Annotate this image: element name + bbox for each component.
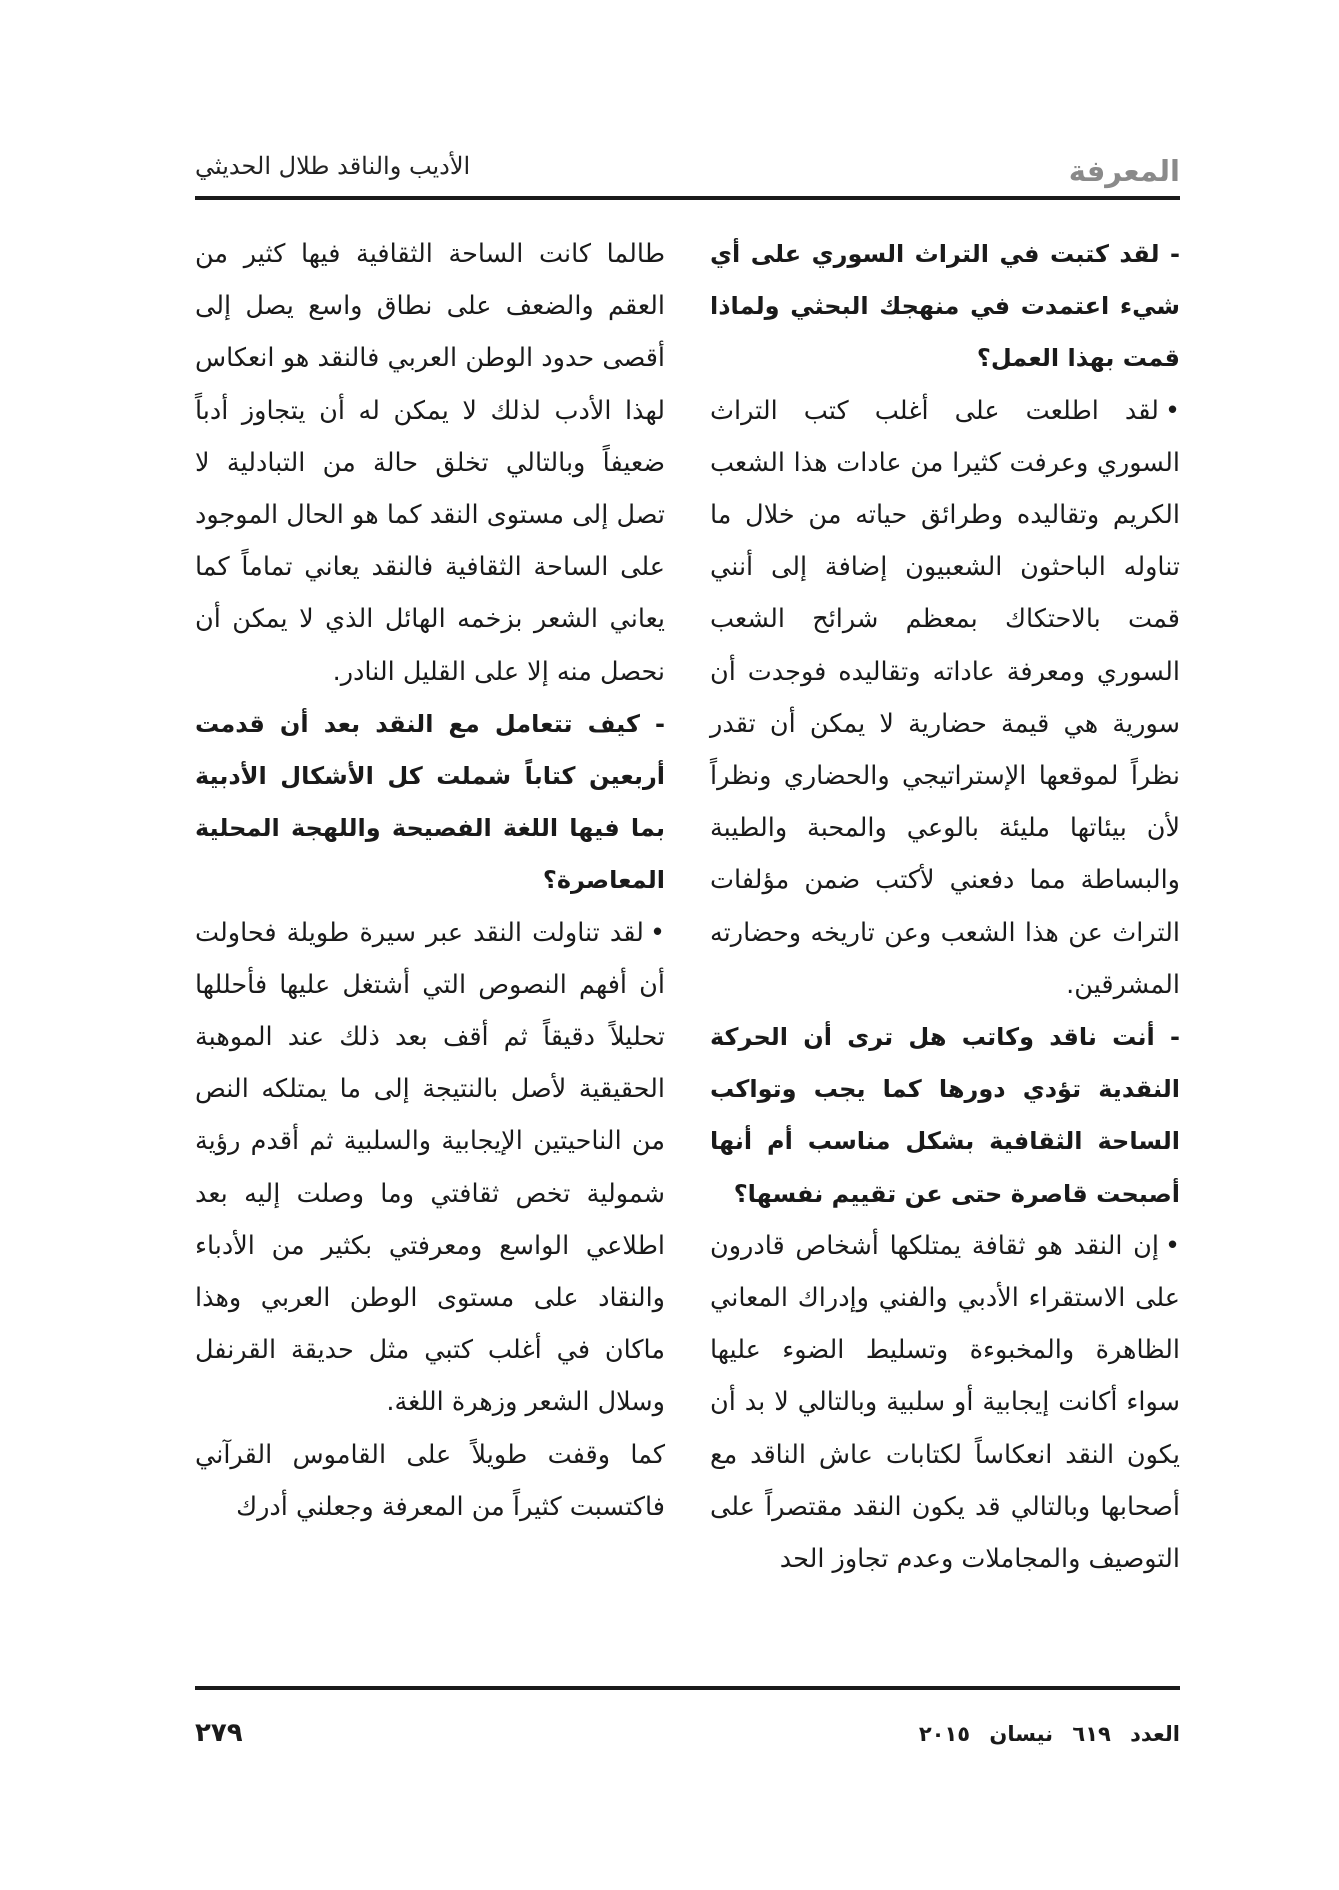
header-rule [195,196,1180,200]
answer-paragraph [195,907,665,1429]
bullet-icon: • [649,917,665,948]
answer-text: إن النقد هو ثقافة يمتلكها أشخاص قادرون على الاستقراء الأدبي والفني وإدراك المعاني الظاهرة والمخبوءة وتسليط الضوء عليها سواء أكانت إيجابية أو سلبية وبالتالي لا بد أن يكون النقد انعكاساً لكتابات عاش الناقد مع أصحابها وبالتالي قد يكون النقد مقتصراً على التوصيف والمجاملات وعدم تجاوز الحد [710,1230,1180,1575]
text-paragraph [195,1429,665,1533]
answer-text: لقد تناولت النقد عبر سيرة طويلة فحاولت أن أفهم النصوص التي أشتغل عليها فأحللها تحليلاً دقيقاً ثم أقف بعد ذلك عند الموهبة الحقيقية لأصل بالنتيجة إلى ما يمتلكه النص من الناحيتين الإيجابية والسلبية ثم أقدم رؤية شمولية تخص ثقافتي وما وصلت إليه بعد اطلاعي الواسع ومعرفتي بكثير من الأدباء والنقاد على مستوى الوطن العربي وهذا ماكان في أغلب كتبي مثل حديقة القرنفل وسلال الشعر وزهرة اللغة. [195,917,665,1418]
question-text: - كيف تتعامل مع النقد بعد أن قدمت أربعين كتاباً شملت كل الأشكال الأدبية بما فيها اللغة الفصيحة واللهجة المحلية المعاصرة؟ [195,709,665,895]
bullet-icon: • [1164,1230,1180,1261]
footer-rule [195,1686,1180,1690]
answer-text: لقد اطلعت على أغلب كتب التراث السوري وعرفت كثيرا من عادات هذا الشعب الكريم وتقاليده وطرائق حياته من خلال ما تناوله الباحثون الشعبيون إضافة إلى أنني قمت بالاحتكاك بمعظم شرائح الشعب السوري ومعرفة عاداته وتقاليده فوجدت أن سورية هي قيمة حضارية لا يمكن أن تقدر نظراً لموقعها الإستراتيجي والحضاري ونظراً لأن بيئاتها مليئة بالوعي والمحبة والطيبة والبساطة مما دفعني لأكتب ضمن مؤلفات التراث عن هذا الشعب وعن تاريخه وحضارته المشرقين. [710,395,1180,1000]
paragraph-text: طالما كانت الساحة الثقافية فيها كثير من العقم والضعف على نطاق واسع يصل إلى أقصى حدود الوطن العربي فالنقد هو انعكاس لهذا الأدب لذلك لا يمكن له أن يتجاوز أدباً ضعيفاً وبالتالي تخلق حالة من التبادلية لا تصل إلى مستوى النقد كما هو الحال الموجود على الساحة الثقافية فالنقد يعاني تماماً كما يعاني الشعر بزخمه الهائل الذي لا يمكن أن نحصل منه إلا على القليل النادر. [195,239,665,687]
question-paragraph [710,1011,1180,1220]
question-text: - لقد كتبت في التراث السوري على أي شيء اعتمدت في منهجك البحثي ولماذا قمت بهذا العمل؟ [710,240,1180,373]
magazine-logo: المعرفة [1068,154,1180,188]
answer-paragraph [710,385,1180,1011]
text-paragraph [195,228,665,698]
page-header [195,148,1180,192]
paragraph-text: كما وقفت طويلاً على القاموس القرآني فاكتسبت كثيراً من المعرفة وجعلني أدرك [195,1439,665,1522]
page-number: ٢٧٩ [195,1718,243,1748]
question-paragraph [195,698,665,907]
left-column [195,228,665,1533]
question-text: - أنت ناقد وكاتب هل ترى أن الحركة النقدية تؤدي دورها كما يجب وتواكب الساحة الثقافية بشكل مناسب أم أنها أصبحت قاصرة حتى عن تقييم نفسها؟ [710,1023,1180,1208]
right-column [710,228,1180,1585]
question-paragraph [710,228,1180,385]
bullet-icon: • [1164,395,1180,426]
issue-info: العدد ٦١٩ نيسان ٢٠١٥ [918,1722,1180,1746]
running-title: الأديب والناقد طلال الحديثي [195,152,471,180]
answer-paragraph [710,1220,1180,1585]
